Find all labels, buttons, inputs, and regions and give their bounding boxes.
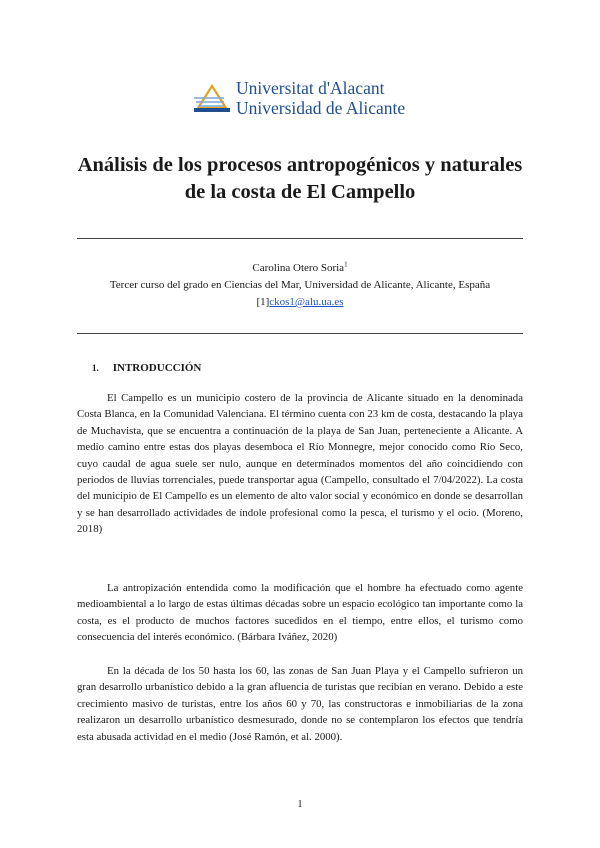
logo-line-1: Universitat d'Alacant	[236, 78, 385, 98]
divider-top	[77, 238, 523, 239]
email-prefix: [1]	[256, 296, 270, 308]
affiliation-mark: 1	[344, 260, 348, 269]
paragraph-3: En la década de los 50 hasta los 60, las zonas de San Juan Playa y el Campello sufrieron un gran desarrollo urbanístico debido a la gran afluencia de turistas que recibían en verano. Debido a este crecimiento masivo de turistas, entre los años 60 y 70, las constructoras e inmobiliarias de la zona realizaron un desarrollo urbanístico desmesurado, donde no se contemplaron los efectos que tendría esta abusada actividad en el medio (José Ramón, et al. 2000).	[77, 665, 523, 743]
author-email-link[interactable]: ckos1@alu.ua.es	[269, 296, 344, 308]
university-logo	[190, 78, 410, 122]
author-name: Carolina Otero Soria	[252, 262, 345, 274]
paragraph-1: El Campello es un municipio costero de la provincia de Alicante situado en la denominada Costa Blanca, en la Comunidad Valenciana. El término cuenta con 23 km de costa, destacando la playa de Muchavista, que se encuentra a continuación de la playa de San Juan, perteneciente a Alicante. A medio camino entre estas dos playas desemboca el Río Monnegre, mejor conocido como Río Seco, cuyo caudal de agua suele ser nulo, aunque en determinados momentos del año coincidiendo con periodos de lluvias torrenciales, puede transportar agua (Campello, consultado el 7/04/2022). La costa del municipio de El Campello es un elemento de alto valor social y económico en donde se desarrollan y se han desarrollado actividades de índole profesional como la pesca, el turismo y el ocio. (Moreno, 2018)	[77, 392, 523, 536]
section-heading	[92, 362, 201, 374]
author-block	[40, 260, 560, 311]
logo-line-2: Universidad de Alicante	[236, 98, 406, 118]
section-title: INTRODUCCIÓN	[112, 362, 202, 374]
title-line-1: Análisis de los procesos antropogénicos y naturales	[77, 154, 523, 176]
university-logo-mark-icon	[190, 78, 234, 118]
paper-title	[40, 152, 560, 206]
section-number: 1.	[92, 363, 99, 373]
title-line-2: de la costa de El Campello	[184, 181, 416, 203]
page-number: 1	[297, 799, 303, 810]
author-affiliation: Tercer curso del grado en Ciencias del Mar, Universidad de Alicante, Alicante, España	[109, 279, 491, 291]
divider-bottom	[77, 333, 523, 334]
paragraph-2: La antropización entendida como la modificación que el hombre ha efectuado como agente medioambiental a lo largo de estas últimas décadas sobre un espacio ecológico tan importante como la costa, es el producto de muchos factores sucedidos en el tiempo, entre ellos, el turismo como consecuencia del interés económico. (Bárbara Iváñez, 2020)	[77, 582, 523, 644]
